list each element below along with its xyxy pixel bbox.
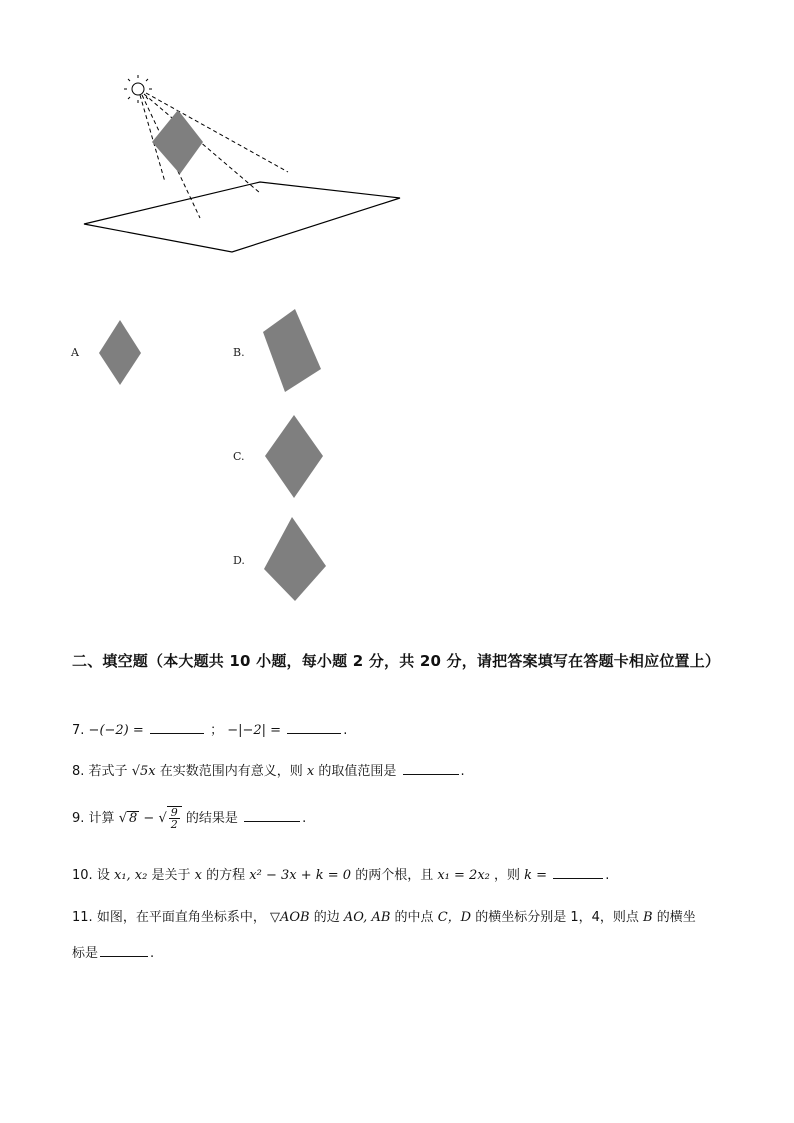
q10-k: k = bbox=[524, 868, 548, 883]
q9-blank[interactable] bbox=[244, 820, 300, 822]
option-c-label: C. bbox=[233, 450, 245, 463]
q11-line2-text: 标是 bbox=[72, 946, 99, 961]
q8-text-3: 的取值范围是 bbox=[318, 764, 397, 779]
q11-text-1: 如图，在平面直角坐标系中， bbox=[96, 910, 266, 925]
q10-equation: x² − 3x + k = 0 bbox=[249, 868, 352, 883]
q7-expr-2: −|−2| = bbox=[227, 723, 282, 738]
q11-text-4: 的横坐标分别是 1，4，则点 bbox=[475, 910, 639, 925]
q10-var: x bbox=[194, 868, 202, 883]
option-a-label: A bbox=[71, 346, 79, 359]
q9-radical-2: √ $\frac{9}{2}$ bbox=[158, 811, 181, 826]
question-10 bbox=[72, 864, 609, 883]
option-d-shape bbox=[260, 514, 330, 604]
question-11 bbox=[72, 906, 696, 925]
q11-edges: AO, AB bbox=[343, 910, 391, 925]
q10-vars: x₁, x₂ bbox=[113, 868, 148, 883]
option-a-shape bbox=[96, 318, 144, 388]
q8-blank[interactable] bbox=[403, 773, 459, 775]
question-9 bbox=[72, 806, 306, 830]
q7-blank-1[interactable] bbox=[150, 732, 204, 734]
q7-separator: ； bbox=[210, 723, 224, 738]
question-11-line-2 bbox=[72, 942, 154, 961]
q9-text-1: 计算 bbox=[88, 811, 115, 826]
q11-triangle: ▽AOB bbox=[269, 910, 310, 925]
q11-text-3: 的中点 bbox=[394, 910, 434, 925]
option-c-shape bbox=[262, 412, 326, 502]
option-d-label: D. bbox=[233, 554, 245, 567]
section-heading: 二、填空题（本大题共 10 小题，每小题 2 分，共 20 分，请把答案填写在答题卡相应位置上） bbox=[72, 652, 721, 670]
q11-blank[interactable] bbox=[100, 955, 148, 957]
q11-text-2: 的边 bbox=[313, 910, 340, 925]
q7-end: . bbox=[343, 723, 348, 738]
q8-radical: √5x bbox=[131, 764, 156, 779]
q9-frac-num: 9 bbox=[170, 806, 178, 819]
q10-number: 10. bbox=[72, 868, 93, 883]
q10-condition: x₁ = 2x₂ bbox=[437, 868, 490, 883]
question-7 bbox=[72, 719, 347, 738]
q9-end: . bbox=[302, 811, 307, 826]
projection-figure bbox=[70, 70, 420, 270]
q10-text-1: 设 bbox=[96, 868, 110, 883]
q10-blank[interactable] bbox=[553, 877, 603, 879]
q10-text-2: 是关于 bbox=[151, 868, 191, 883]
q11-text-5: 的横坐 bbox=[656, 910, 696, 925]
q10-text-5: ，则 bbox=[494, 868, 521, 883]
q9-text-2: 的结果是 bbox=[185, 811, 238, 826]
q10-text-3: 的方程 bbox=[206, 868, 246, 883]
q8-text-1: 若式子 bbox=[88, 764, 128, 779]
ground-plane bbox=[84, 182, 400, 252]
sun-icon bbox=[124, 75, 152, 103]
q7-number: 7. bbox=[72, 723, 85, 738]
light-rays bbox=[140, 93, 288, 218]
q11-number: 11. bbox=[72, 910, 93, 925]
q9-radical-1: √ 8 bbox=[118, 811, 138, 826]
q9-minus: − bbox=[143, 811, 155, 826]
q11-end: . bbox=[150, 946, 155, 961]
option-b-label: B. bbox=[233, 346, 245, 359]
q8-var: x bbox=[306, 764, 315, 779]
q9-number: 9. bbox=[72, 811, 85, 826]
q11-points: C，D bbox=[437, 910, 472, 925]
q7-expr-1: −(−2) = bbox=[88, 723, 144, 738]
option-b-shape bbox=[258, 306, 324, 396]
q10-end: . bbox=[605, 868, 610, 883]
q7-blank-2[interactable] bbox=[287, 732, 341, 734]
q8-end: . bbox=[460, 764, 465, 779]
question-8 bbox=[72, 760, 465, 779]
q8-number: 8. bbox=[72, 764, 85, 779]
q8-text-2: 在实数范围内有意义，则 bbox=[159, 764, 303, 779]
q9-frac-den: 2 bbox=[170, 818, 178, 831]
q10-text-4: 的两个根，且 bbox=[355, 868, 434, 883]
q11-point-b: B bbox=[643, 910, 653, 925]
